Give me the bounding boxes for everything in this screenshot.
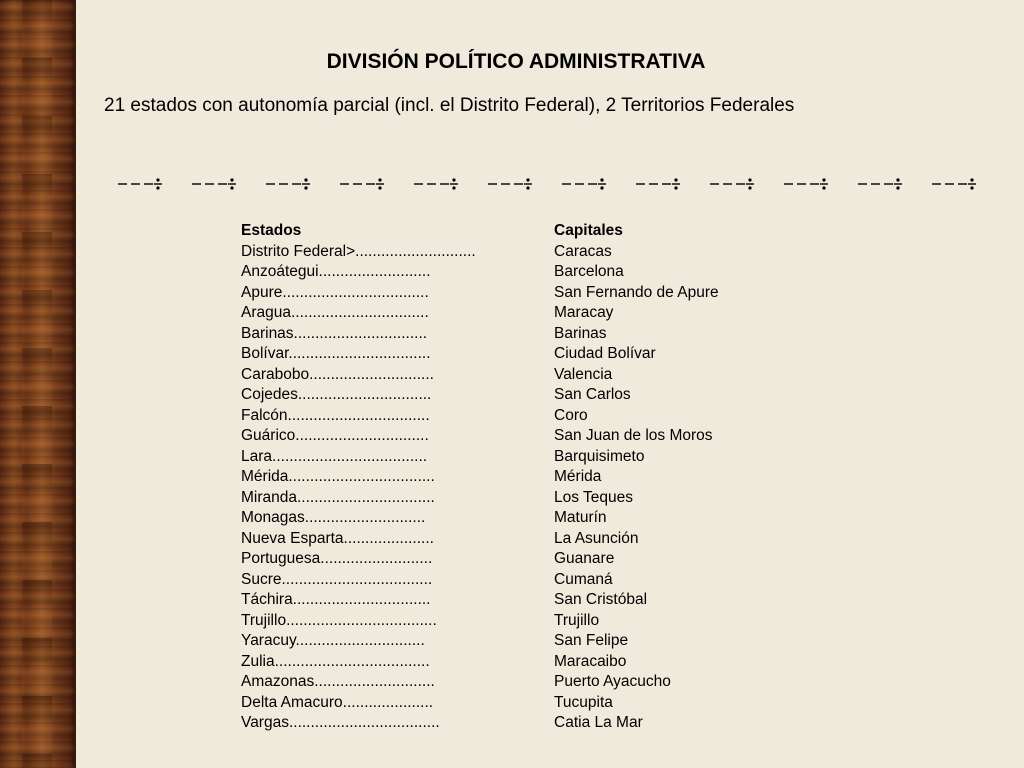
estado-item: Táchira................................ [241,591,431,608]
capital-item: Mérida [554,468,602,485]
estado-item: Cojedes............................... [241,386,432,403]
estado-item: Mérida.................................. [241,468,435,485]
capital-item: La Asunción [554,529,639,547]
estados-column [241,221,541,734]
capitales-header: Capitales [554,222,623,239]
estado-item: Yaracuy.............................. [241,632,425,649]
capital-item: Catia La Mar [554,714,643,731]
capital-item: San Cristóbal [554,591,648,608]
capital-item: Barcelona [554,263,624,280]
capital-item: Barinas [554,324,607,342]
estado-item: Bolívar................................. [241,345,431,362]
estado-item: Distrito Federal>............................ [241,242,476,260]
wood-border [0,0,76,768]
capital-item: Caracas [554,242,612,260]
estado-item: Amazonas............................ [241,673,435,690]
capital-item: Coro [554,406,588,424]
capital-item: Maracay [554,304,614,321]
estado-item: Sucre................................... [241,570,433,588]
estado-item: Vargas................................... [241,714,440,731]
capital-item: Barquisimeto [554,447,645,465]
capital-item: Tucupita [554,693,613,711]
estados-header: Estados [241,222,302,239]
estado-item: Anzoátegui.......................... [241,263,431,280]
estado-item: Miranda................................ [241,488,435,506]
estado-item: Apure.................................. [241,283,429,301]
capital-item: San Carlos [554,386,631,403]
estado-item: Lara.................................... [241,447,428,465]
capitales-column [554,221,854,734]
capital-item: Maracaibo [554,652,627,670]
page-title: DIVISIÓN POLÍTICO ADMINISTRATIVA [326,50,706,73]
page-subtitle: 21 estados con autonomía parcial (incl. el Distrito Federal), 2 Territorios Federales [104,95,795,116]
estado-item: Aragua................................ [241,304,429,321]
estado-item: Portuguesa.......................... [241,550,433,567]
estado-item: Delta Amacuro..................... [241,693,434,711]
capital-item: San Fernando de Apure [554,283,719,301]
estado-item: Monagas............................ [241,509,426,526]
estado-item: Guárico............................... [241,427,429,444]
capital-item: Ciudad Bolívar [554,345,656,362]
capital-item: Trujillo [554,611,600,629]
estado-item: Zulia.................................... [241,652,430,670]
capital-item: Cumaná [554,570,613,588]
capital-item: Valencia [554,365,613,383]
estado-item: Trujillo................................... [241,611,437,629]
capital-item: Puerto Ayacucho [554,673,671,690]
estado-item: Carabobo............................. [241,365,434,383]
capital-item: Guanare [554,550,615,567]
capital-item: Los Teques [554,488,633,506]
capital-item: San Juan de los Moros [554,427,713,444]
estados-list [241,242,541,734]
capital-item: San Felipe [554,632,629,649]
estado-item: Nueva Esparta..................... [241,529,434,547]
estado-item: Barinas............................... [241,324,428,342]
estado-item: Falcón................................. [241,406,430,424]
ornamental-divider [116,174,996,194]
capital-item: Maturín [554,509,607,526]
capitales-list [554,242,854,734]
